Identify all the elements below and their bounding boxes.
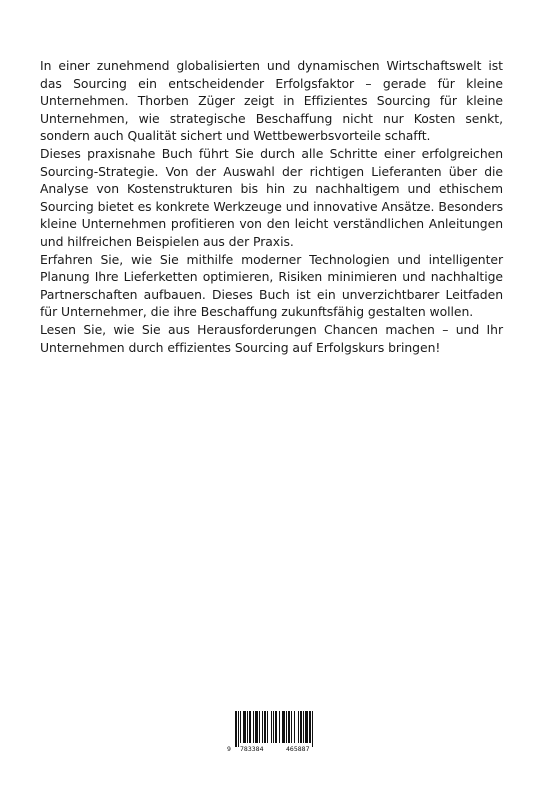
paragraph-book-overview: Dieses praxisnahe Buch führt Sie durch alle Schritte einer erfolgreichen Sourcing-Strategie. Von der Auswahl der richtigen Lieferanten über die Analyse von Kostenstrukturen bis hin zu nachhaltigem und ethischem Sourcing bietet es konkrete Werkzeuge und innovative Ansätze. Besonders kleine Unternehmen profitieren von den leicht verständlichen Anleitungen und hilfreichen Beispielen aus der Praxis. [40,145,503,249]
barcode-bar [303,711,304,743]
barcode-bar [286,711,287,743]
barcode-bar [305,711,308,743]
isbn-barcode [227,711,331,761]
barcode-bar [282,711,285,743]
barcode-bar [238,711,239,747]
barcode-bar [275,711,277,743]
barcode-bar [253,711,254,743]
barcode-right-group: 465887 [286,745,310,753]
barcode-bar [309,711,311,743]
barcode-bar [294,711,295,743]
barcode-bar [288,711,290,743]
back-cover-text [40,57,503,356]
paragraph-closing: Lesen Sie, wie Sie aus Herausforderungen Chancen machen – und Ihr Unternehmen durch effizientes Sourcing auf Erfolgskurs bringen! [40,321,503,355]
barcode-bar [273,711,274,743]
barcode-first-digit: 9 [227,745,231,753]
barcode-bar [279,711,280,743]
barcode-left-group: 783384 [240,745,264,753]
paragraph-intro: In einer zunehmend globalisierten und dynamischen Wirtschaftswelt ist das Sourcing ein entscheidender Erfolgsfaktor – gerade für kleine Unternehmen. Thorben Züger zeigt in Effizientes Sourcing für kleine Unternehmen, wie strategische Beschaffung nicht nur Kosten senkt, sondern auch Qualität sichert und Wettbewerbsvorteile schafft. [40,58,503,144]
barcode-bar [298,711,299,743]
barcode-bar [243,711,246,743]
barcode-bar [240,711,241,743]
paragraph-technology: Erfahren Sie, wie Sie mithilfe moderner Technologien und intelligenter Planung Ihre Lieferketten optimieren, Risiken minimieren und nachhaltige Partnerschaften aufbauen. Dieses Buch ist ein unverzichtbarer Leitfaden für Unternehmer, die ihre Beschaffung zukunftsfähig gestalten wollen. [40,251,503,320]
barcode-bar [312,711,313,747]
barcode-bar [291,711,292,743]
barcode-bar [264,711,266,743]
barcode-bar [271,711,272,743]
barcode-bar [259,711,260,743]
barcode-bar [247,711,248,743]
barcode-bar [249,711,251,743]
barcode-bar [267,711,268,743]
barcode-bar [235,711,237,747]
barcode-bar [262,711,263,743]
barcode-bar [255,711,258,743]
barcode-bar [300,711,302,743]
